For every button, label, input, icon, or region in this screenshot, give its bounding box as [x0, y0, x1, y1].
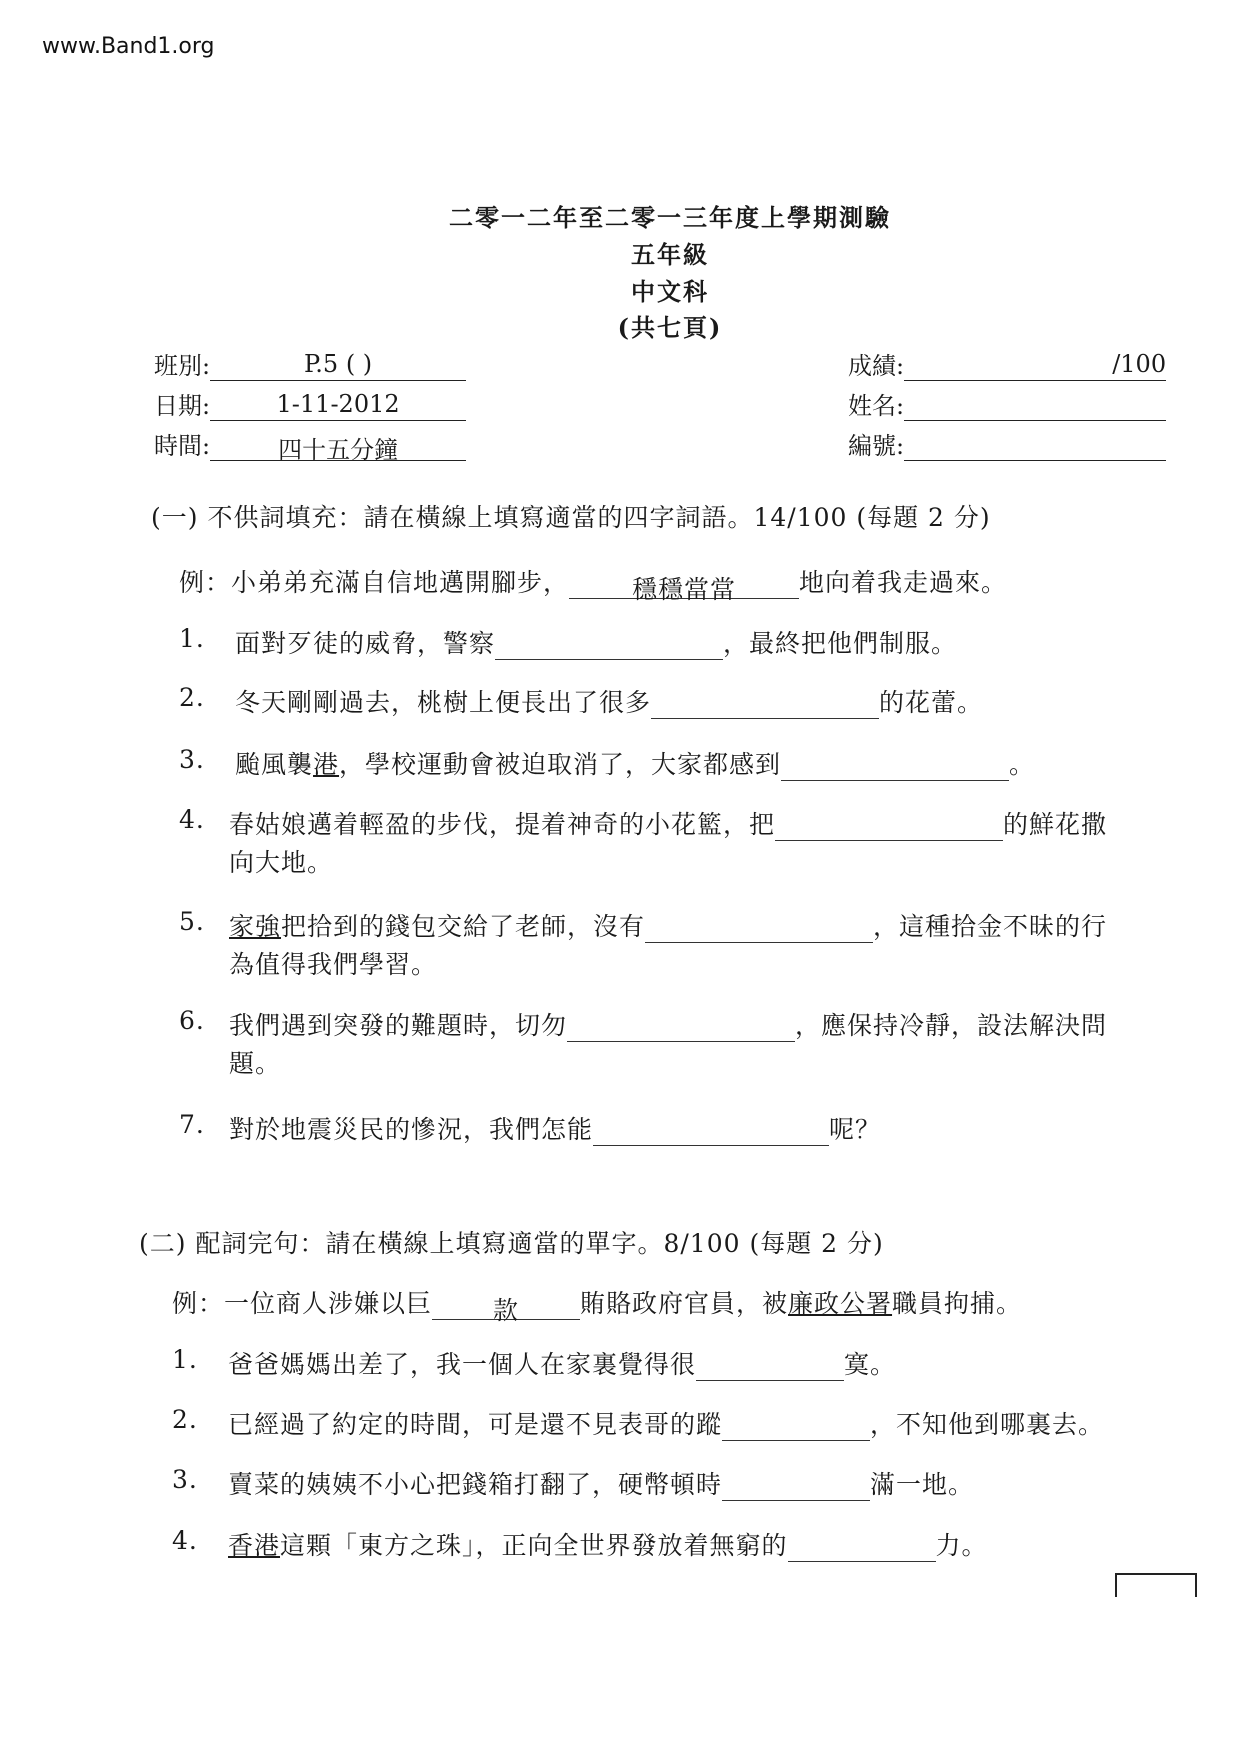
example-answer: 穩穩當當 — [569, 570, 799, 599]
example-text: 例：小弟弟充滿自信地邁開腳步， — [179, 568, 570, 597]
question — [172, 1465, 1232, 1505]
question-text: 已經過了約定的時間，可是還不見表哥的蹤 — [228, 1410, 723, 1439]
question-text-end: ，這種拾金不昧的行 — [873, 912, 1108, 941]
score-value[interactable]: /100 — [904, 350, 1166, 381]
score-box — [1115, 1573, 1197, 1597]
question — [179, 1006, 1239, 1096]
question — [179, 907, 1239, 997]
example-text: 賄賂政府官員，被 — [580, 1289, 789, 1318]
exam-title: 二零一二年至二零一三年度上學期測驗 — [449, 203, 891, 232]
answer-blank[interactable] — [567, 1013, 795, 1042]
question-text: 賣菜的姨姨不小心把錢箱打翻了，硬幣頓時 — [228, 1470, 723, 1499]
answer-blank[interactable] — [722, 1412, 870, 1441]
question-text: 颱風襲 — [235, 750, 314, 779]
name-field — [848, 386, 1166, 421]
question — [172, 1405, 1232, 1445]
question — [179, 745, 1239, 785]
date-value[interactable]: 1-11-2012 — [210, 390, 466, 421]
answer-blank[interactable] — [593, 1117, 829, 1146]
question-text-end: ，最終把他們制服。 — [723, 629, 958, 658]
example-text-end: 職員拘捕。 — [892, 1289, 1023, 1318]
question-text: 把拾到的錢包交給了老師，沒有 — [281, 912, 646, 941]
question-number: 3. — [179, 745, 205, 774]
date-field — [154, 386, 466, 421]
class-value[interactable]: P.5 ( ) — [210, 350, 466, 381]
example-text: 例：一位商人涉嫌以巨 — [172, 1289, 433, 1318]
number-input[interactable] — [904, 430, 1166, 461]
proper-noun: 港 — [313, 750, 340, 779]
question-text: 爸爸媽媽出差了，我一個人在家裏覺得很 — [228, 1350, 697, 1379]
section2-example — [172, 1284, 1023, 1325]
question — [179, 1110, 1239, 1150]
question-text-end: ，不知他到哪裏去。 — [870, 1410, 1105, 1439]
name-label: 姓名: — [848, 392, 905, 420]
time-value[interactable]: 四十五分鐘 — [210, 430, 466, 461]
answer-blank[interactable] — [775, 812, 1003, 841]
proper-noun: 廉政公署 — [788, 1289, 893, 1318]
page-count: (共七頁) — [617, 313, 723, 342]
time-field — [154, 426, 466, 464]
question-number: 2. — [172, 1405, 198, 1434]
question — [179, 805, 1239, 895]
grade: 五年級 — [631, 240, 709, 269]
time-label: 時間: — [154, 432, 211, 460]
answer-blank[interactable] — [645, 914, 873, 943]
question-number: 2. — [179, 683, 205, 712]
question-text: 面對歹徒的威脅，警察 — [235, 629, 496, 658]
question-number: 1. — [179, 624, 205, 653]
name-input[interactable] — [904, 390, 1166, 421]
question-number: 1. — [172, 1345, 198, 1374]
watermark: www.Band1.org — [42, 34, 215, 59]
answer-blank[interactable] — [781, 752, 1009, 781]
number-field — [848, 426, 1166, 461]
question-text: 這顆「東方之珠」，正向全世界發放着無窮的 — [280, 1531, 788, 1560]
section1-example — [179, 563, 1008, 604]
question-text: 我們遇到突發的難題時，切勿 — [229, 1011, 568, 1040]
question-text: 冬天剛剛過去，桃樹上便長出了很多 — [235, 688, 652, 717]
subject: 中文科 — [631, 277, 709, 306]
question-text-end: 的花蕾。 — [879, 688, 984, 717]
question-text-end: 呢？ — [829, 1115, 882, 1144]
question-number: 6. — [179, 1006, 205, 1035]
answer-blank[interactable] — [722, 1472, 870, 1501]
question — [179, 624, 1239, 664]
answer-blank[interactable] — [651, 690, 879, 719]
score-label: 成績: — [848, 352, 905, 380]
question-text-end: 力。 — [935, 1531, 988, 1560]
section2-heading: (二) 配詞完句：請在橫線上填寫適當的單字。8/100 (每題 2 分) — [139, 1229, 884, 1258]
question-text: ，學校運動會被迫取消了，大家都感到 — [339, 750, 782, 779]
question-number: 3. — [172, 1465, 198, 1494]
question-number: 4. — [179, 805, 205, 834]
question-number: 7. — [179, 1110, 205, 1139]
question-text-end: 滿一地。 — [870, 1470, 975, 1499]
question-number: 5. — [179, 907, 205, 936]
question — [172, 1345, 1232, 1385]
proper-noun: 家強 — [229, 912, 282, 941]
question — [172, 1526, 1232, 1566]
score-field — [848, 346, 1166, 381]
question — [179, 683, 1239, 723]
question-text-end: ，應保持冷靜，設法解決問 — [795, 1011, 1108, 1040]
question-text-line2: 題。 — [229, 1049, 282, 1078]
class-field — [154, 346, 466, 381]
question-text-end: 。 — [1009, 750, 1036, 779]
example-answer: 款 — [432, 1291, 580, 1320]
question-text: 春姑娘邁着輕盈的步伐，提着神奇的小花籃，把 — [229, 810, 776, 839]
class-label: 班別: — [154, 352, 211, 380]
proper-noun: 香港 — [228, 1531, 281, 1560]
date-label: 日期: — [154, 392, 211, 420]
question-text-end: 的鮮花撒 — [1003, 810, 1108, 839]
answer-blank[interactable] — [696, 1352, 844, 1381]
answer-blank[interactable] — [788, 1533, 936, 1562]
question-text-line2: 向大地。 — [229, 848, 334, 877]
question-text: 對於地震災民的慘況，我們怎能 — [229, 1115, 594, 1144]
example-text-end: 地向着我走過來。 — [799, 568, 1008, 597]
question-text-end: 寞。 — [844, 1350, 897, 1379]
question-text-line2: 為值得我們學習。 — [229, 950, 438, 979]
section1-heading: (一) 不供詞填充：請在橫線上填寫適當的四字詞語。14/100 (每題 2 分) — [151, 503, 991, 532]
question-number: 4. — [172, 1526, 198, 1555]
number-label: 編號: — [848, 432, 905, 460]
answer-blank[interactable] — [495, 631, 723, 660]
